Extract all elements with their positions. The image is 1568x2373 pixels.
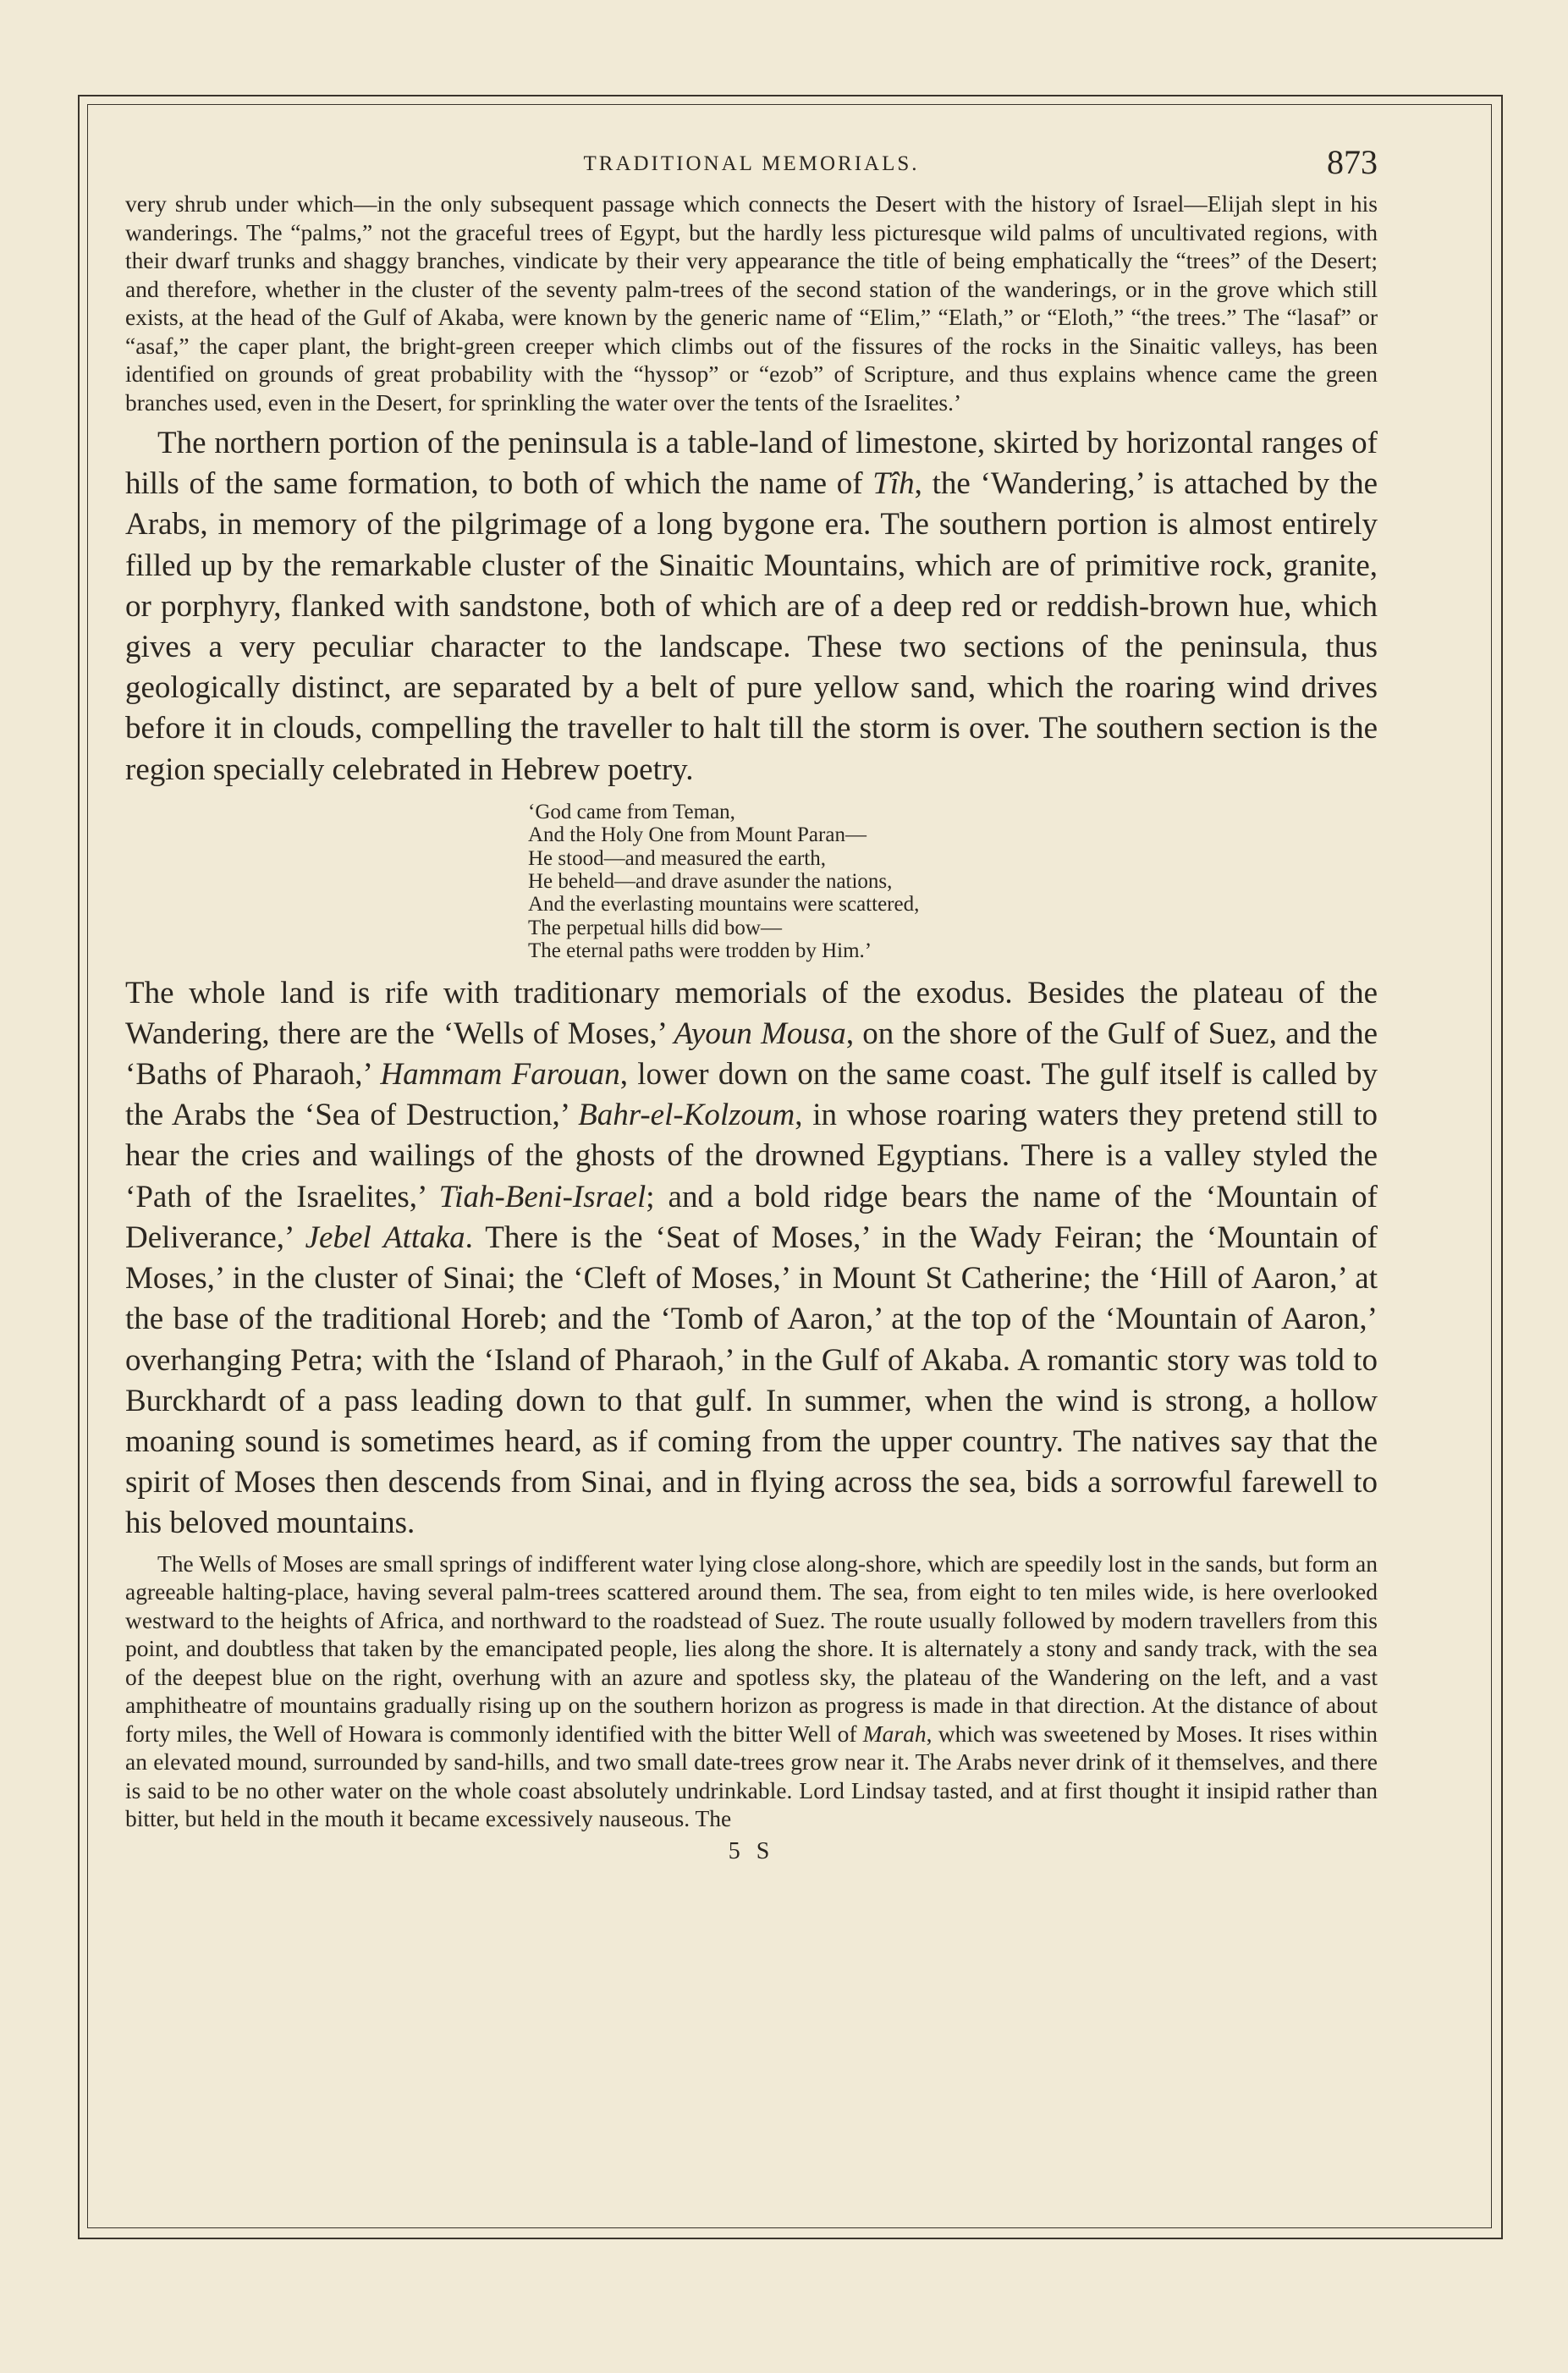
verse-line: He stood—and measured the earth, bbox=[528, 846, 826, 870]
verse-line: The eternal paths were trodden by Him.’ bbox=[528, 939, 872, 963]
paragraph-memorials: The whole land is rife with traditionary memorials of the exodus. Besides the plateau of the Wandering, there are the ‘Wells of Moses,’ Ayoun Mousa, on the shore of the Gulf of Suez, and the ‘Baths of Pharaoh,’ Hammam Farouan, lower down on the same coast. The gulf itself is called by the Arabs the ‘Sea of Destruction,’ Bahr-el-Kolzoum, in whose roaring waters they pretend still to hear the cries and wailings of the ghosts of the drowned Egyptians. There is a valley styled the ‘Path of the Israelites,’ Tiah-Beni-Israel; and a bold ridge bears the name of the ‘Mountain of Deliverance,’ Jebel Attaka. There is the ‘Seat of Moses,’ in the Wady Feiran; the ‘Mountain of Moses,’ in the cluster of Sinai; the ‘Cleft of Moses,’ in Mount St Catherine; the ‘Hill of Aaron,’ at the base of the traditional Horeb; and the ‘Tomb of Aaron,’ at the top of the ‘Mountain of Aaron,’ overhanging Petra; with the ‘Island of Pharaoh,’ in the Gulf of Akaba. A romantic story was told to Burckhardt of a pass leading down to that gulf. In summer, when the wind is strong, a hollow moaning sound is sometimes heard, as if coming from the upper country. The natives say that the spirit of Moses then descends from Sinai, and in flying across the sea, bids a sorrowful farewell to his beloved mountains. bbox=[125, 975, 1378, 1541]
italic-term: Hammam Farouan bbox=[380, 1057, 620, 1093]
quote-continuation: very shrub under which—in the only subsequent passage which connects the Desert with the history of Israel—Elijah slept in his wanderings. The “palms,” not the graceful trees of Egypt, but the hardly less picturesque wild palms of uncultivated regions, with their dwarf trunks and shaggy branches, vindicate by their very appearance the title of being emphatically the “trees” of the Desert; and therefore, whether in the cluster of the seventy palm-trees of the second station of the wanderings, or in the grove which still exists, at the head of the Gulf of Akaba, were known by the generic name of “Elim,” “Elath,” or “Eloth,” “the trees.” The “lasaf” or “asaf,” the caper plant, the bright-green creeper which climbs out of the fissures of the rocks in the Sinaitic valleys, has been identified on grounds of great probability with the “hyssop” or “ezob” of Scripture, and thus explains whence came the green branches used, even in the Desert, for sprinkling the water over the tents of the Israelites.’ bbox=[125, 190, 1378, 416]
verse-line: ‘God came from Teman, bbox=[528, 800, 735, 823]
italic-term: Tîh bbox=[872, 466, 915, 502]
page-number: 873 bbox=[1327, 143, 1378, 181]
running-header bbox=[125, 135, 1378, 190]
verse-line: The perpetual hills did bow— bbox=[528, 916, 782, 939]
verse-quotation bbox=[528, 801, 1378, 963]
verse-line: And the Holy One from Mount Paran— bbox=[528, 823, 867, 847]
paragraph-wells-of-moses: The Wells of Moses are small springs of indifferent water lying close along-shore, which are speedily lost in the sands, but form an agreeable halting-place, having several palm-trees scattered around them. The sea, from eight to ten miles wide, is here overlooked westward to the heights of Africa, and northward to the roadstead of Suez. The route usually followed by modern travellers from this point, and doubtless that taken by the emancipated people, lies along the shore. It is alternately a stony and sandy track, with the sea of the deepest blue on the right, overhung with an azure and spotless sky, the plateau of the Wandering on the left, and a vast amphitheatre of mountains gradually rising up on the southern horizon as progress is made in that direction. At the distance of about forty miles, the Well of Howara is commonly identified with the bitter Well of Marah, which was sweetened by Moses. It rises within an elevated mound, surrounded by sand-hills, and two small date-trees grow near it. The Arabs never drink of it themselves, and there is said to be no other water on the whole coast absolutely undrinkable. Lord Lindsay tasted, and at first thought it insipid rather than bitter, but held in the mouth it became excessively nauseous. The bbox=[125, 1550, 1378, 1832]
italic-term: Jebel Attaka bbox=[305, 1220, 465, 1255]
verse-line: And the everlasting mountains were scattered, bbox=[528, 893, 920, 917]
italic-term: Tiah-Beni-Israel bbox=[438, 1179, 646, 1214]
page-content bbox=[125, 135, 1378, 1865]
italic-term: Ayoun Mousa bbox=[674, 1016, 846, 1051]
running-title: TRADITIONAL MEMORIALS. bbox=[583, 152, 920, 175]
italic-term: Marah bbox=[862, 1720, 927, 1747]
italic-term: Bahr-el-Kolzoum bbox=[578, 1098, 795, 1133]
paragraph-peninsula: The northern portion of the peninsula is a table-land of limestone, skirted by horizontal ranges of hills of the same formation, to both of which the name of Tîh, the ‘Wandering,’ is attached by the Arabs, in memory of the pilgrimage of a long bygone era. The southern portion is almost entirely filled up by the remarkable cluster of the Sinaitic Mountains, which are of primitive rock, granite, or porphyry, flanked with sandstone, both of which are of a deep red or reddish-brown hue, which gives a very peculiar character to the landscape. These two sections of the peninsula, thus geologically distinct, are separated by a belt of pure yellow sand, which the roaring wind drives before it in clouds, compelling the traveller to halt till the storm is over. The southern section is the region specially celebrated in Hebrew poetry. bbox=[125, 426, 1378, 787]
verse-line: He beheld—and drave asunder the nations, bbox=[528, 870, 893, 894]
signature-mark: 5 S bbox=[728, 1837, 775, 1864]
